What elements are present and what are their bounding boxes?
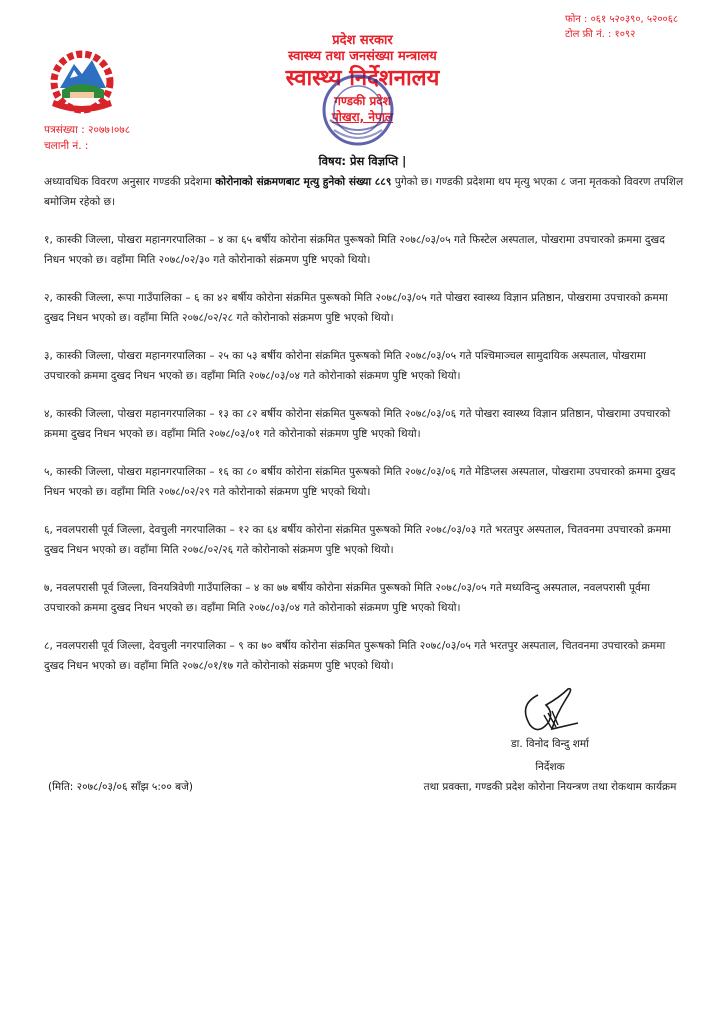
- header-directorate: स्वास्थ्य निर्देशनालय: [285, 66, 440, 91]
- header-ministry: स्वास्थ्य तथा जनसंख्या मन्त्रालय: [288, 49, 437, 64]
- case-paragraph: ३, कास्की जिल्ला, पोखरा महानगरपालिका – २५ का ५३ बर्षीय कोरोना संक्रमित पुरूषको मिति २०७८/०३/०५ गते पश्चिमाञ्चल सामुदायिक अस्पताल, पोखरामा उपचारको क्रममा दुखद निधन भएको छ। वहाँमा मिति २०७८/०३/०४ गते कोरोनाको संक्रमण पुष्टि भएको थियो।: [44, 350, 646, 382]
- signatory-name: डा. विनोद विन्दु शर्मा: [511, 738, 589, 750]
- case-paragraph: ७, नवलपरासी पूर्व जिल्ला, विनयत्रिवेणी गाउँपालिका – ४ का ७७ बर्षीय कोरोना संक्रमित पुरूषको मिति २०७८/०३/०५ गते मध्यविन्दु अस्पताल, नवलपरासी पूर्वमा उपचारको क्रममा दुखद निधन भएको छ। वहाँमा मिति २०७८/०३/०४ गते कोरोनाको संक्रमण पुष्टि भएको थियो।: [44, 582, 650, 614]
- contact-info: [565, 12, 678, 42]
- case-paragraph: १, कास्की जिल्ला, पोखरा महानगरपालिका – ४ का ६५ बर्षीय कोरोना संक्रमित पुरूषको मिति २०७८/०३/०५ गते फिस्टेल अस्पताल, पोखरामा उपचारको क्रममा दुखद निधन भएको छ। वहाँमा मिति २०७८/०२/३० गते कोरोनाको संक्रमण पुष्टि भएको थियो।: [44, 234, 665, 266]
- case-paragraph: ८, नवलपरासी पूर्व जिल्ला, देवचुली नगरपालिका – ९ का ७० बर्षीय कोरोना संक्रमित पुरूषको मिति २०७८/०३/०५ गते भरतपुर अस्पताल, चितवनमा उपचारको क्रममा दुखद निधन भएको छ। वहाँमा मिति २०७८/०१/१७ गते कोरोनाको संक्रमण पुष्टि भएको थियो।: [44, 640, 666, 672]
- office-stamp-icon: [318, 70, 398, 150]
- header-province: गण्डकी प्रदेश: [334, 94, 391, 108]
- case-paragraph: ५, कास्की जिल्ला, पोखरा महानगरपालिका – १६ का ८० बर्षीय कोरोना संक्रमित पुरूषको मिति २०७८/०३/०६ गते मेडिप्लस अस्पताल, पोखरामा उपचारको क्रममा दुखद निधन भएको छ। वहाँमा मिति २०७८/०२/२९ गते कोरोनाको संक्रमण पुष्टि भएको थियो।: [44, 466, 676, 498]
- header-location: पोखरा, नेपाल: [331, 110, 394, 124]
- signatory-role: तथा प्रवक्ता, गण्डकी प्रदेश कोरोना नियन्त्रण तथा रोकथाम कार्यक्रम: [423, 781, 677, 793]
- letter-number: पत्रसंख्या : २०७७।०७८: [44, 124, 131, 136]
- case-paragraph: २, कास्की जिल्ला, रूपा गाउँपालिका – ६ का ४२ बर्षीय कोरोना संक्रमित पुरूषको मिति २०७८/०३/०५ गते पोखरा स्वास्थ्य विज्ञान प्रतिष्ठान, पोखरामा उपचारको क्रममा दुखद निधन भएको छ। वहाँमा मिति २०७८/०२/२८ गते कोरोनाको संक्रमण पुष्टि भएको थियो।: [44, 292, 668, 324]
- case-paragraph: ४, कास्की जिल्ला, पोखरा महानगरपालिका – १३ का ८२ बर्षीय कोरोना संक्रमित पुरूषको मिति २०७८/०३/०६ गते पोखरा स्वास्थ्य विज्ञान प्रतिष्ठान, पोखरामा उपचारको क्रममा दुखद निधन भएको छ। वहाँमा मिति २०७८/०३/०१ गते कोरोनाको संक्रमण पुष्टि भएको थियो।: [44, 408, 671, 440]
- release-date: (मिति: २०७८/०३/०६ साँझ ५:०० बजे): [48, 781, 193, 793]
- intro-text-pre: अध्यावधिक विवरण अनुसार गण्डकी प्रदेशमा: [44, 176, 216, 188]
- signature-icon: [508, 685, 588, 737]
- toll-free-number: टोल फ्री नं. : १०९२: [565, 29, 636, 40]
- dispatch-number: चलानी नं. :: [44, 140, 89, 152]
- signatory-title: निर्देशक: [535, 761, 565, 773]
- header-government: प्रदेश सरकार: [332, 33, 393, 48]
- intro-text-post: पुगेको छ। गण्डकी प्रदेशमा थप मृत्यु भएका ८ जना मृतकको विवरण तपशिल बमोजिम रहेको छ।: [44, 176, 684, 208]
- document-body: [44, 172, 684, 694]
- reference-block: [44, 122, 130, 154]
- subject-line: विषय: प्रेस विज्ञप्ति |: [318, 154, 407, 168]
- phone-number: फोन : ०६१ ५२०३९०, ५२००६८: [565, 14, 679, 25]
- intro-text-bold: कोरोनाको संक्रमणबाट मृत्यु हुनेको संख्या ८८९: [215, 176, 392, 188]
- case-paragraph: ६, नवलपरासी पूर्व जिल्ला, देवचुली नगरपालिका – १२ का ६४ बर्षीय कोरोना संक्रमित पुरूषको मिति २०७८/०३/०३ गते भरतपुर अस्पताल, चितवनमा उपचारको क्रममा दुखद निधन भएको छ। वहाँमा मिति २०७८/०२/२६ गते कोरोनाको संक्रमण पुष्टि भएको थियो।: [44, 524, 671, 556]
- intro-paragraph: [44, 172, 684, 212]
